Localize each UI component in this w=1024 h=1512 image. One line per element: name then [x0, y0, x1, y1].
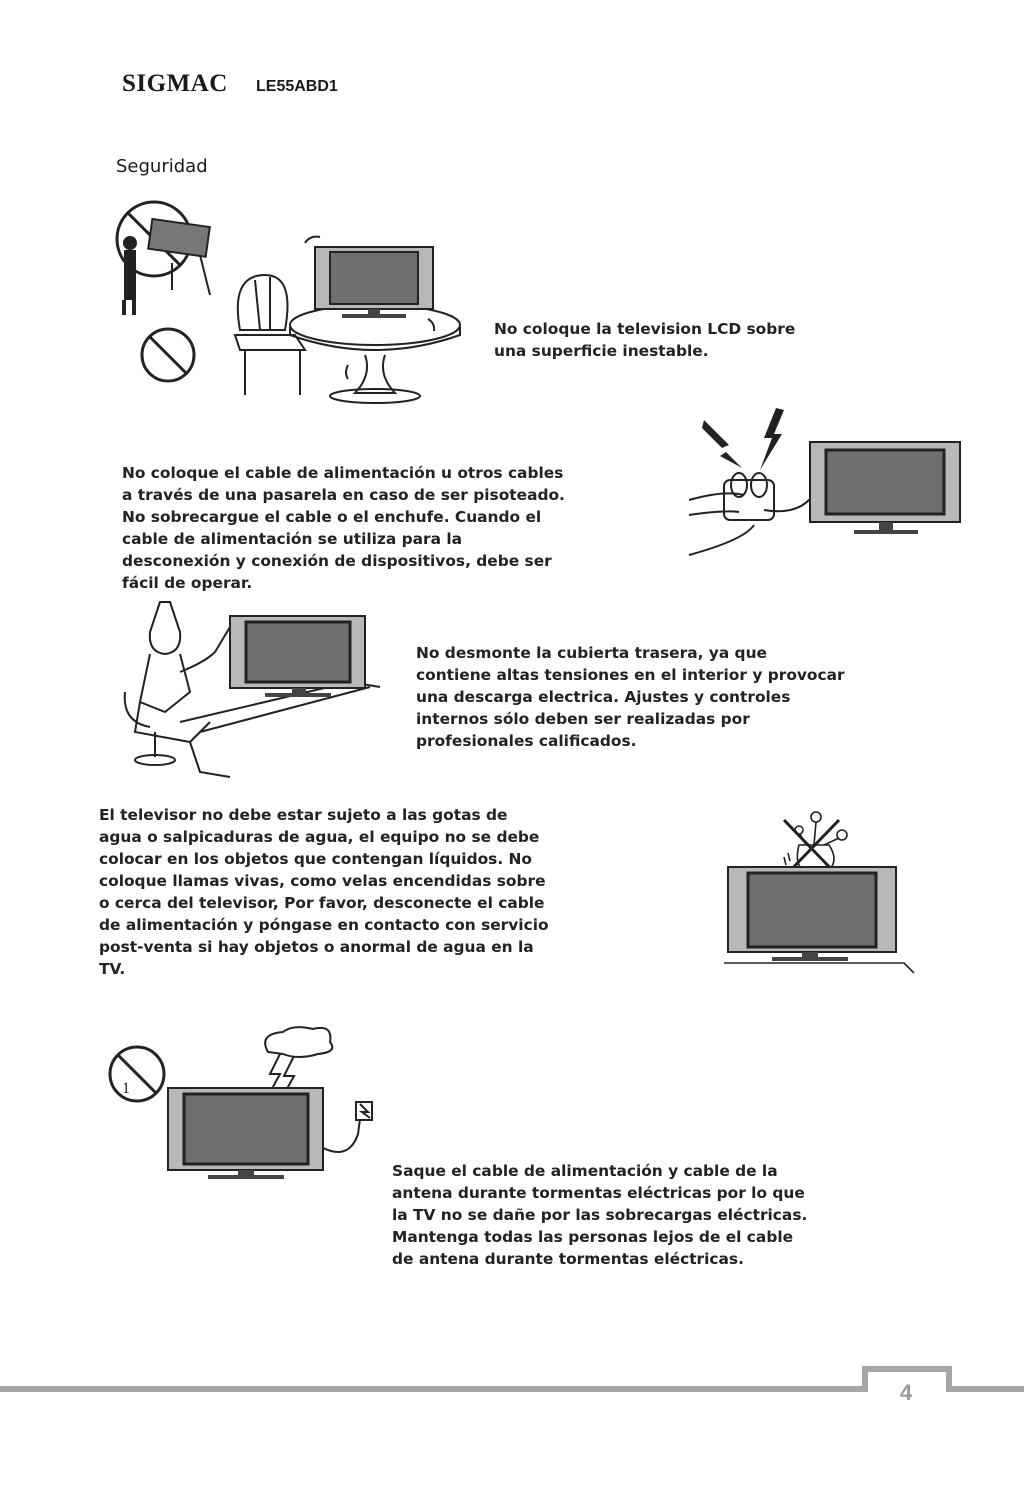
model-number: LE55ABD1 [256, 78, 338, 95]
section-title: Seguridad [116, 156, 208, 177]
storm-illustration [108, 1024, 393, 1184]
water-vase-illustration [724, 805, 919, 975]
safety-text-back-cover: No desmonte la cubierta trasera, ya que contiene altas tensiones en el interior y provocar una descarga electrica. Ajustes y controles internos sólo deben ser realizadas por profesionales calificados. [416, 644, 845, 750]
brand-name: SIGMAC [122, 70, 228, 97]
safety-text-water-liquids: El televisor no debe estar sujeto a las gotas de agua o salpicaduras de agua, el equipo no se debe colocar en los objetos que contengan líquidos. No coloque llamas vivas, como velas encendidas sobre o cerca del televisor, Por favor, desconecte el cable de alimentación y póngase en contacto con servicio post-venta si hay objetos o anormal de agua en la TV. [99, 806, 549, 978]
safety-text-power-cable: No coloque el cable de alimentación u otros cables a través de una pasarela en caso de ser pisoteado. No sobrecargue el cable o el enchufe. Cuando el cable de alimentación se utiliza para la desconexión y conexión de dispositivos, debe ser fácil de operar. [122, 464, 565, 592]
safety-text-storm: Saque el cable de alimentación y cable de la antena durante tormentas eléctricas por lo que la TV no se dañe por las sobrecargas eléctricas. Mantenga todas las personas lejos de el cable de antena durante tormentas eléctricas. [392, 1162, 808, 1268]
back-cover-illustration [120, 592, 385, 792]
figure-number-label: 1 [122, 1080, 130, 1097]
power-cable-illustration [684, 400, 974, 565]
safety-text-unstable-surface: No coloque la television LCD sobre una superficie inestable. [494, 320, 796, 360]
unstable-surface-illustration [110, 195, 480, 415]
page-number: 4 [899, 1380, 913, 1405]
